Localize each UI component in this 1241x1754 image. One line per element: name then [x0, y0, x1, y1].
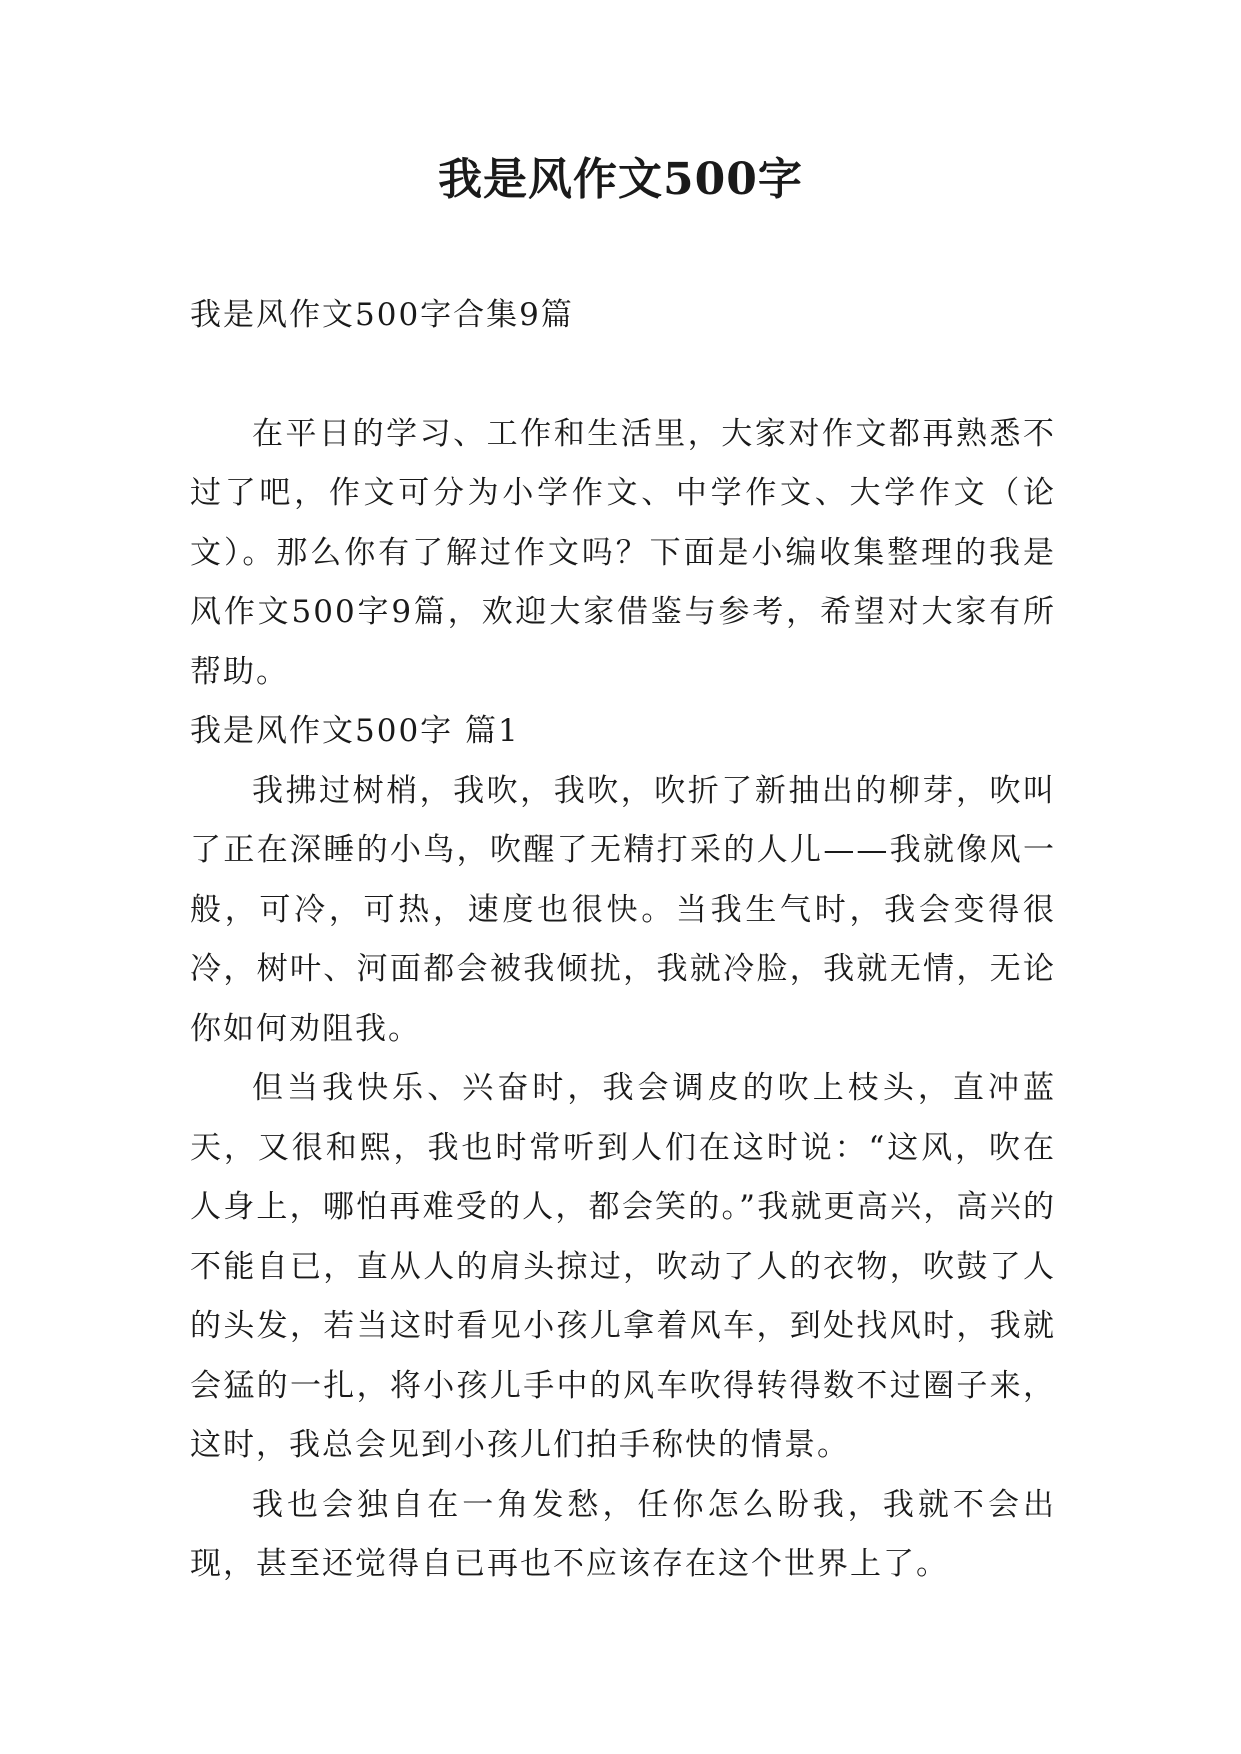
intro-paragraph: 在平日的学习、工作和生活里，大家对作文都再熟悉不过了吧，作文可分为小学作文、中学作文、大学作文（论文）。那么你有了解过作文吗？下面是小编收集整理的我是风作文500字9篇，欢迎大家借鉴与参考，希望对大家有所帮助。: [190, 415, 1056, 690]
section-heading: 我是风作文500字 篇1: [190, 713, 520, 749]
document-subtitle: 我是风作文500字合集9篇: [190, 297, 574, 333]
body-paragraph: 但当我快乐、兴奋时，我会调皮的吹上枝头，直冲蓝天，又很和熙，我也时常听到人们在这时说：“这风，吹在人身上，哪怕再难受的人，都会笑的。”我就更高兴，高兴的不能自已，直从人的肩头掠过，吹动了人的衣物，吹鼓了人的头发，若当这时看见小孩儿拿着风车，到处找风时，我就会猛的一扎，将小孩儿手中的风车吹得转得数不过圈子来，这时，我总会见到小孩儿们拍手称快的情景。: [190, 1070, 1056, 1463]
body-paragraph: 我拂过树梢，我吹，我吹，吹折了新抽出的柳芽，吹叫了正在深睡的小鸟，吹醒了无精打采的人儿——我就像风一般，可冷，可热，速度也很快。当我生气时，我会变得很冷，树叶、河面都会被我倾扰，我就冷脸，我就无情，无论你如何劝阻我。: [190, 772, 1056, 1047]
document-title: 我是风作文500字: [438, 154, 803, 205]
body-paragraph: 我也会独自在一角发愁，任你怎么盼我，我就不会出现，甚至还觉得自已再也不应该存在这个世界上了。: [190, 1486, 1056, 1582]
document-body: [190, 286, 1056, 1595]
